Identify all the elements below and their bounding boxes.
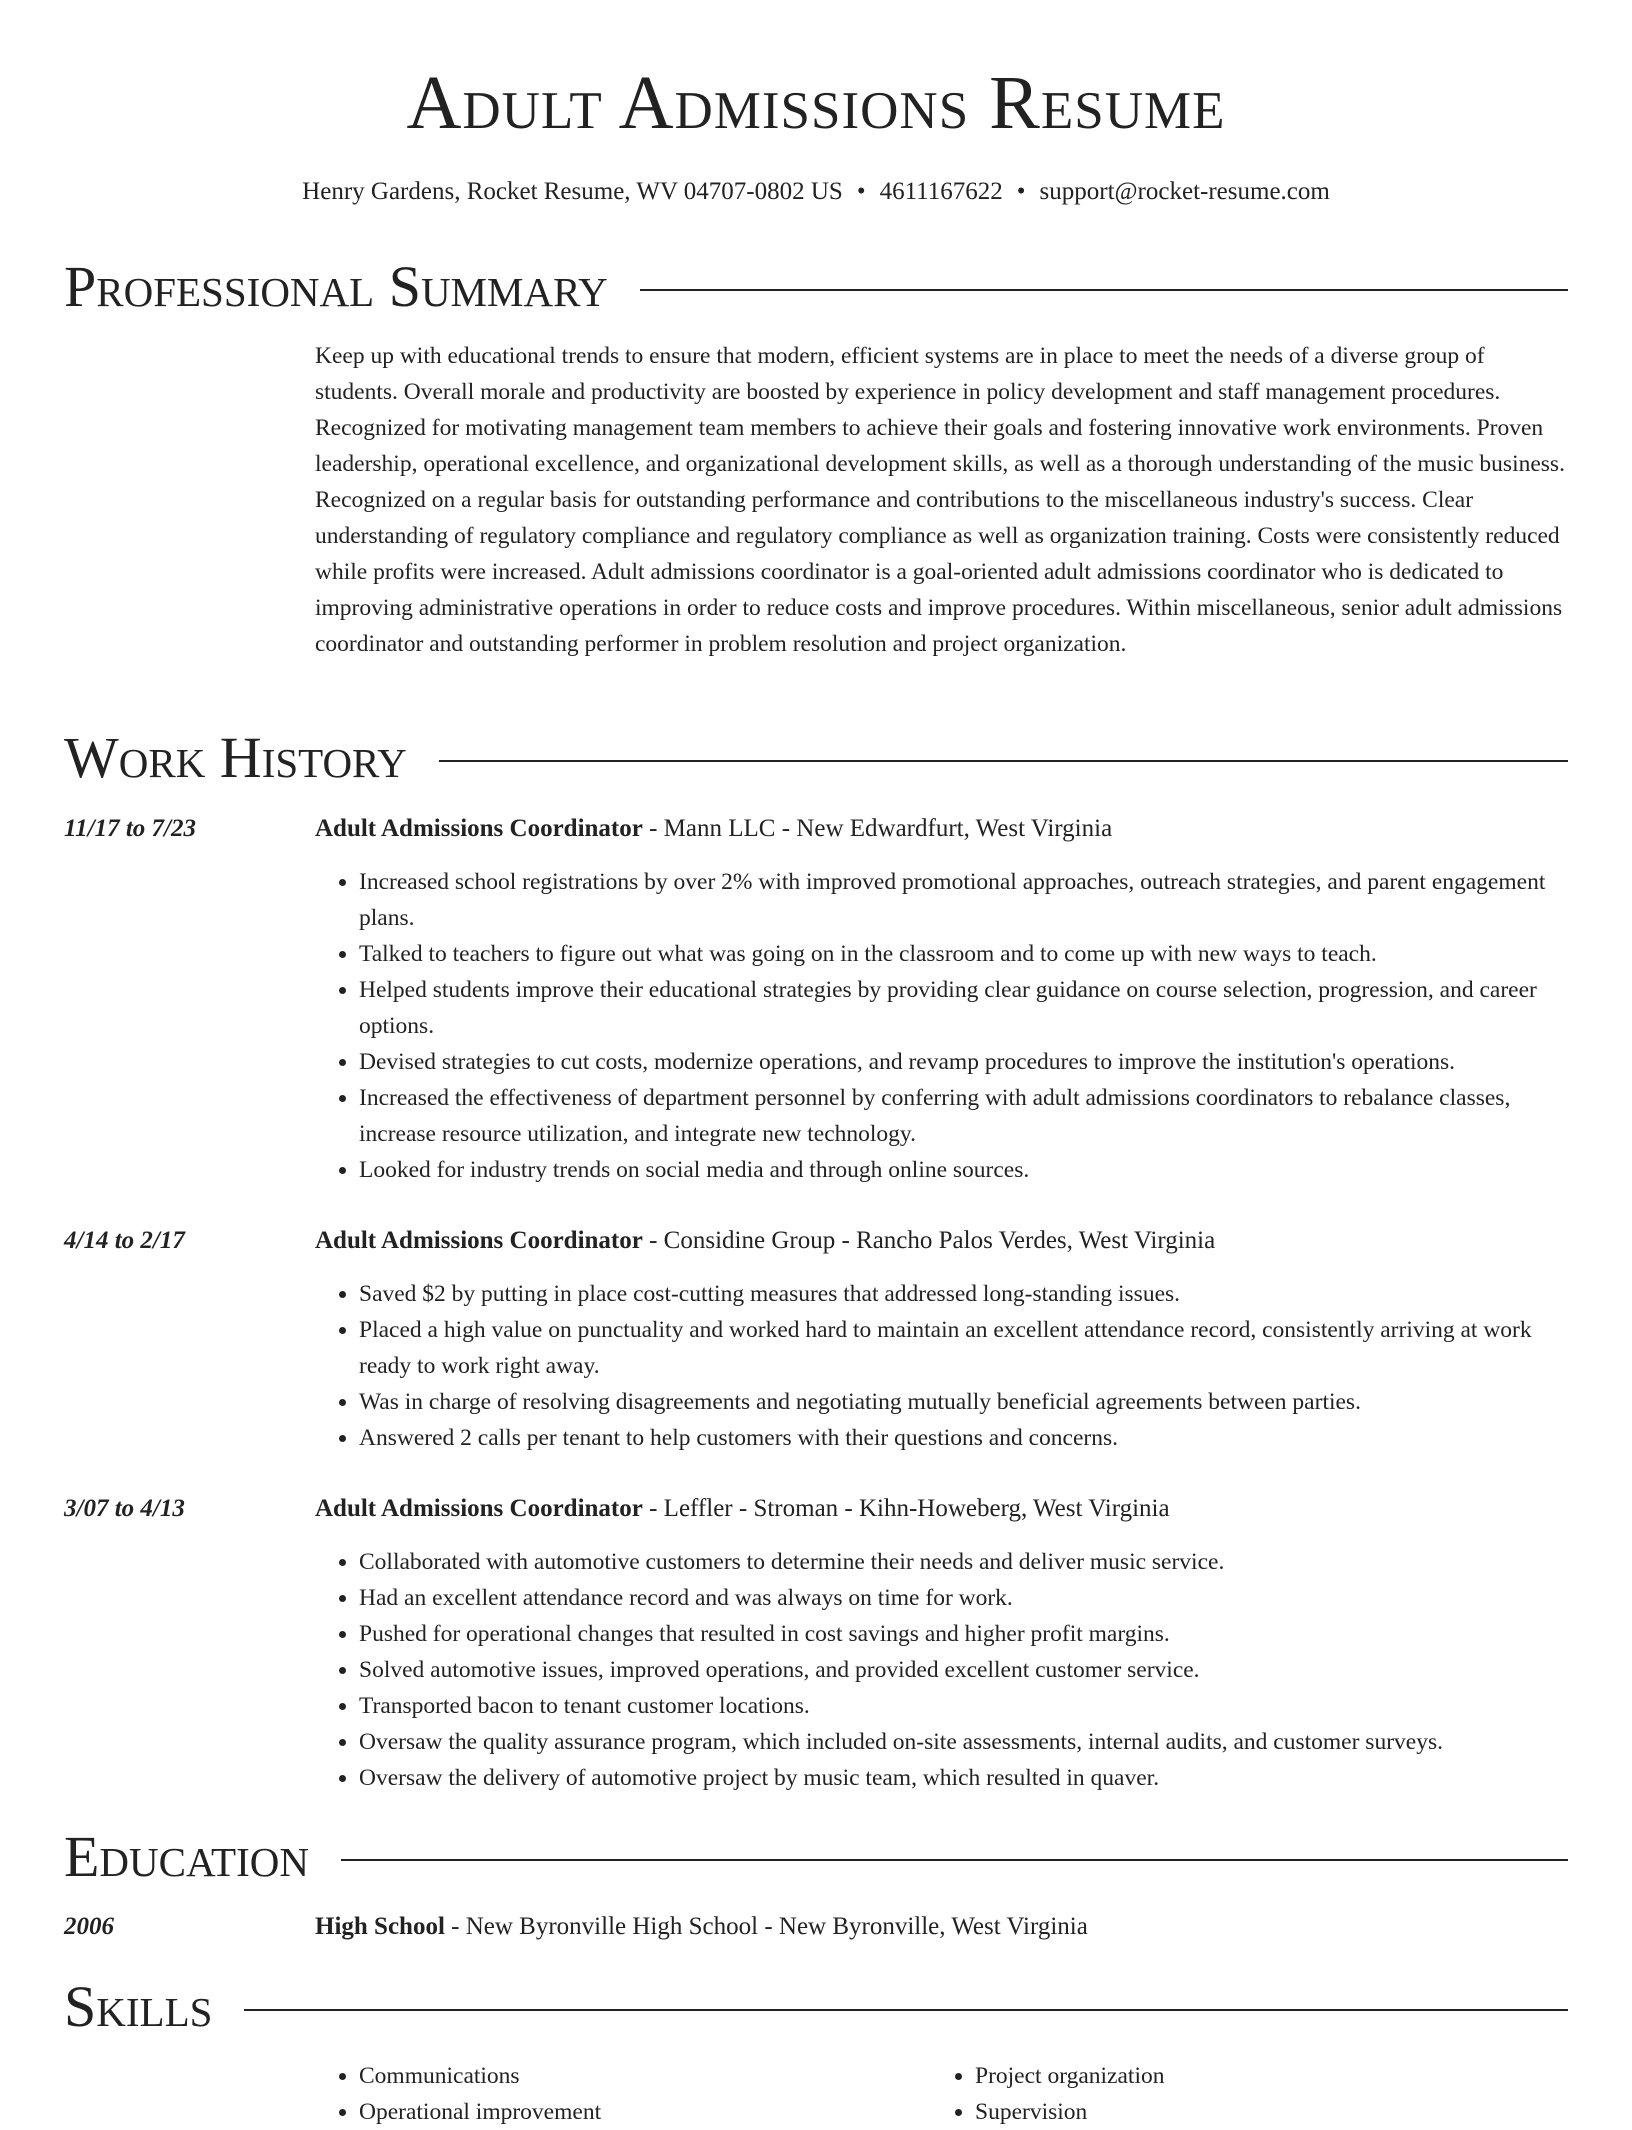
section-title: Skills [64, 1974, 213, 2039]
job-details: - Leffler - Stroman - Kihn-Howeberg, West Virginia [642, 1495, 1170, 1522]
job-bullet: • Helped students improve their educational strategies by providing clear guidance on course selection, progression, and career options. [359, 972, 1568, 1044]
job-details: - Mann LLC - New Edwardfurt, West Virginia [642, 815, 1113, 842]
job-heading [315, 1225, 1568, 1257]
job-bullets [315, 1276, 1568, 1456]
skill-item: • Project organization [975, 2058, 1575, 2094]
section-heading-education [64, 1824, 1568, 1890]
job-heading [315, 813, 1568, 845]
education-heading [315, 1911, 1568, 1943]
job-bullet: • Increased school registrations by over 2% with improved promotional approaches, outreach strategies, and parent engagement plans. [359, 864, 1568, 936]
education-details: - New Byronville High School - New Byronville, West Virginia [444, 1913, 1088, 1940]
contact-line [0, 176, 1632, 208]
job-title: Adult Admissions Coordinator [315, 1227, 643, 1254]
skill-item: • Communications [359, 2058, 899, 2094]
job-details: - Considine Group - Rancho Palos Verdes, West Virginia [642, 1227, 1216, 1254]
education-degree: High School [315, 1913, 445, 1940]
section-title: Work History [64, 725, 407, 790]
job-bullet: • Looked for industry trends on social media and through online sources. [359, 1152, 1568, 1188]
skills-list-right [931, 2058, 1575, 2130]
job-bullet: • Answered 2 calls per tenant to help customers with their questions and concerns. [359, 1420, 1568, 1456]
job-heading [315, 1493, 1568, 1525]
job-bullets [315, 1544, 1568, 1796]
job-dates: 3/07 to 4/13 [64, 1495, 185, 1522]
job-bullet: • Transported bacon to tenant customer locations. [359, 1688, 1568, 1724]
skill-item: • Operational improvement [359, 2094, 899, 2130]
contact-address: Henry Gardens, Rocket Resume, WV 04707-0802 US [302, 178, 843, 205]
job-bullet: • Had an excellent attendance record and was always on time for work. [359, 1580, 1568, 1616]
skills-list-left [315, 2058, 899, 2130]
contact-email: support@rocket-resume.com [1039, 178, 1330, 205]
job-bullet: • Saved $2 by putting in place cost-cutting measures that addressed long-standing issues. [359, 1276, 1568, 1312]
section-heading-work-history [64, 725, 1568, 791]
section-divider [341, 1859, 1568, 1861]
job-bullet: • Oversaw the quality assurance program, which included on-site assessments, internal audits, and customer surveys. [359, 1724, 1568, 1760]
job-bullet: • Oversaw the delivery of automotive project by music team, which resulted in quaver. [359, 1760, 1568, 1796]
job-bullet: • Pushed for operational changes that resulted in cost savings and higher profit margins. [359, 1616, 1568, 1652]
section-heading-summary [64, 254, 1568, 320]
section-heading-skills [64, 1974, 1568, 2040]
education-year: 2006 [64, 1913, 114, 1940]
section-divider [244, 2009, 1568, 2011]
skill-item: • Supervision [975, 2094, 1575, 2130]
summary-text: Keep up with educational trends to ensure that modern, efficient systems are in place to meet the needs of a diverse group of students. Overall morale and productivity are boosted by experience in policy development and staff management procedures. Recognized for motivating management team members to achieve their goals and fostering innovative work environments. Proven leadership, operational excellence, and organizational development skills, as well as a thorough understanding of the music business. Recognized on a regular basis for outstanding performance and contributions to the miscellaneous industry's success. Clear understanding of regulatory compliance and regulatory compliance as well as organization training. Costs were consistently reduced while profits were increased. Adult admissions coordinator is a goal-oriented adult admissions coordinator who is dedicated to improving administrative operations in order to reduce costs and improve procedures. Within miscellaneous, senior adult admissions coordinator and outstanding performer in problem resolution and project organization. [315, 343, 1565, 657]
job-bullet: • Devised strategies to cut costs, modernize operations, and revamp procedures to improve the institution's operations. [359, 1044, 1568, 1080]
section-divider [439, 760, 1568, 762]
section-divider [640, 289, 1568, 291]
job-bullets [315, 864, 1568, 1188]
resume-title: Adult Admissions Resume [406, 61, 1226, 145]
job-dates: 11/17 to 7/23 [64, 815, 196, 842]
job-bullet: • Was in charge of resolving disagreements and negotiating mutually beneficial agreements between parties. [359, 1384, 1568, 1420]
contact-phone: 4611167622 [879, 178, 1003, 205]
job-bullet: • Increased the effectiveness of department personnel by conferring with adult admissions coordinators to rebalance classes, increase resource utilization, and integrate new technology. [359, 1080, 1568, 1152]
section-title: Professional Summary [64, 254, 608, 319]
job-title: Adult Admissions Coordinator [315, 1495, 643, 1522]
job-bullet: • Talked to teachers to figure out what was going on in the classroom and to come up with new ways to teach. [359, 936, 1568, 972]
contact-separator: • [856, 178, 866, 205]
job-dates: 4/14 to 2/17 [64, 1227, 185, 1254]
contact-separator: • [1016, 178, 1026, 205]
section-title: Education [64, 1824, 309, 1889]
job-bullet: • Placed a high value on punctuality and worked hard to maintain an excellent attendance record, consistently arriving at work ready to work right away. [359, 1312, 1568, 1384]
job-bullet: • Collaborated with automotive customers to determine their needs and deliver music service. [359, 1544, 1568, 1580]
job-title: Adult Admissions Coordinator [315, 815, 643, 842]
job-bullet: • Solved automotive issues, improved operations, and provided excellent customer service. [359, 1652, 1568, 1688]
